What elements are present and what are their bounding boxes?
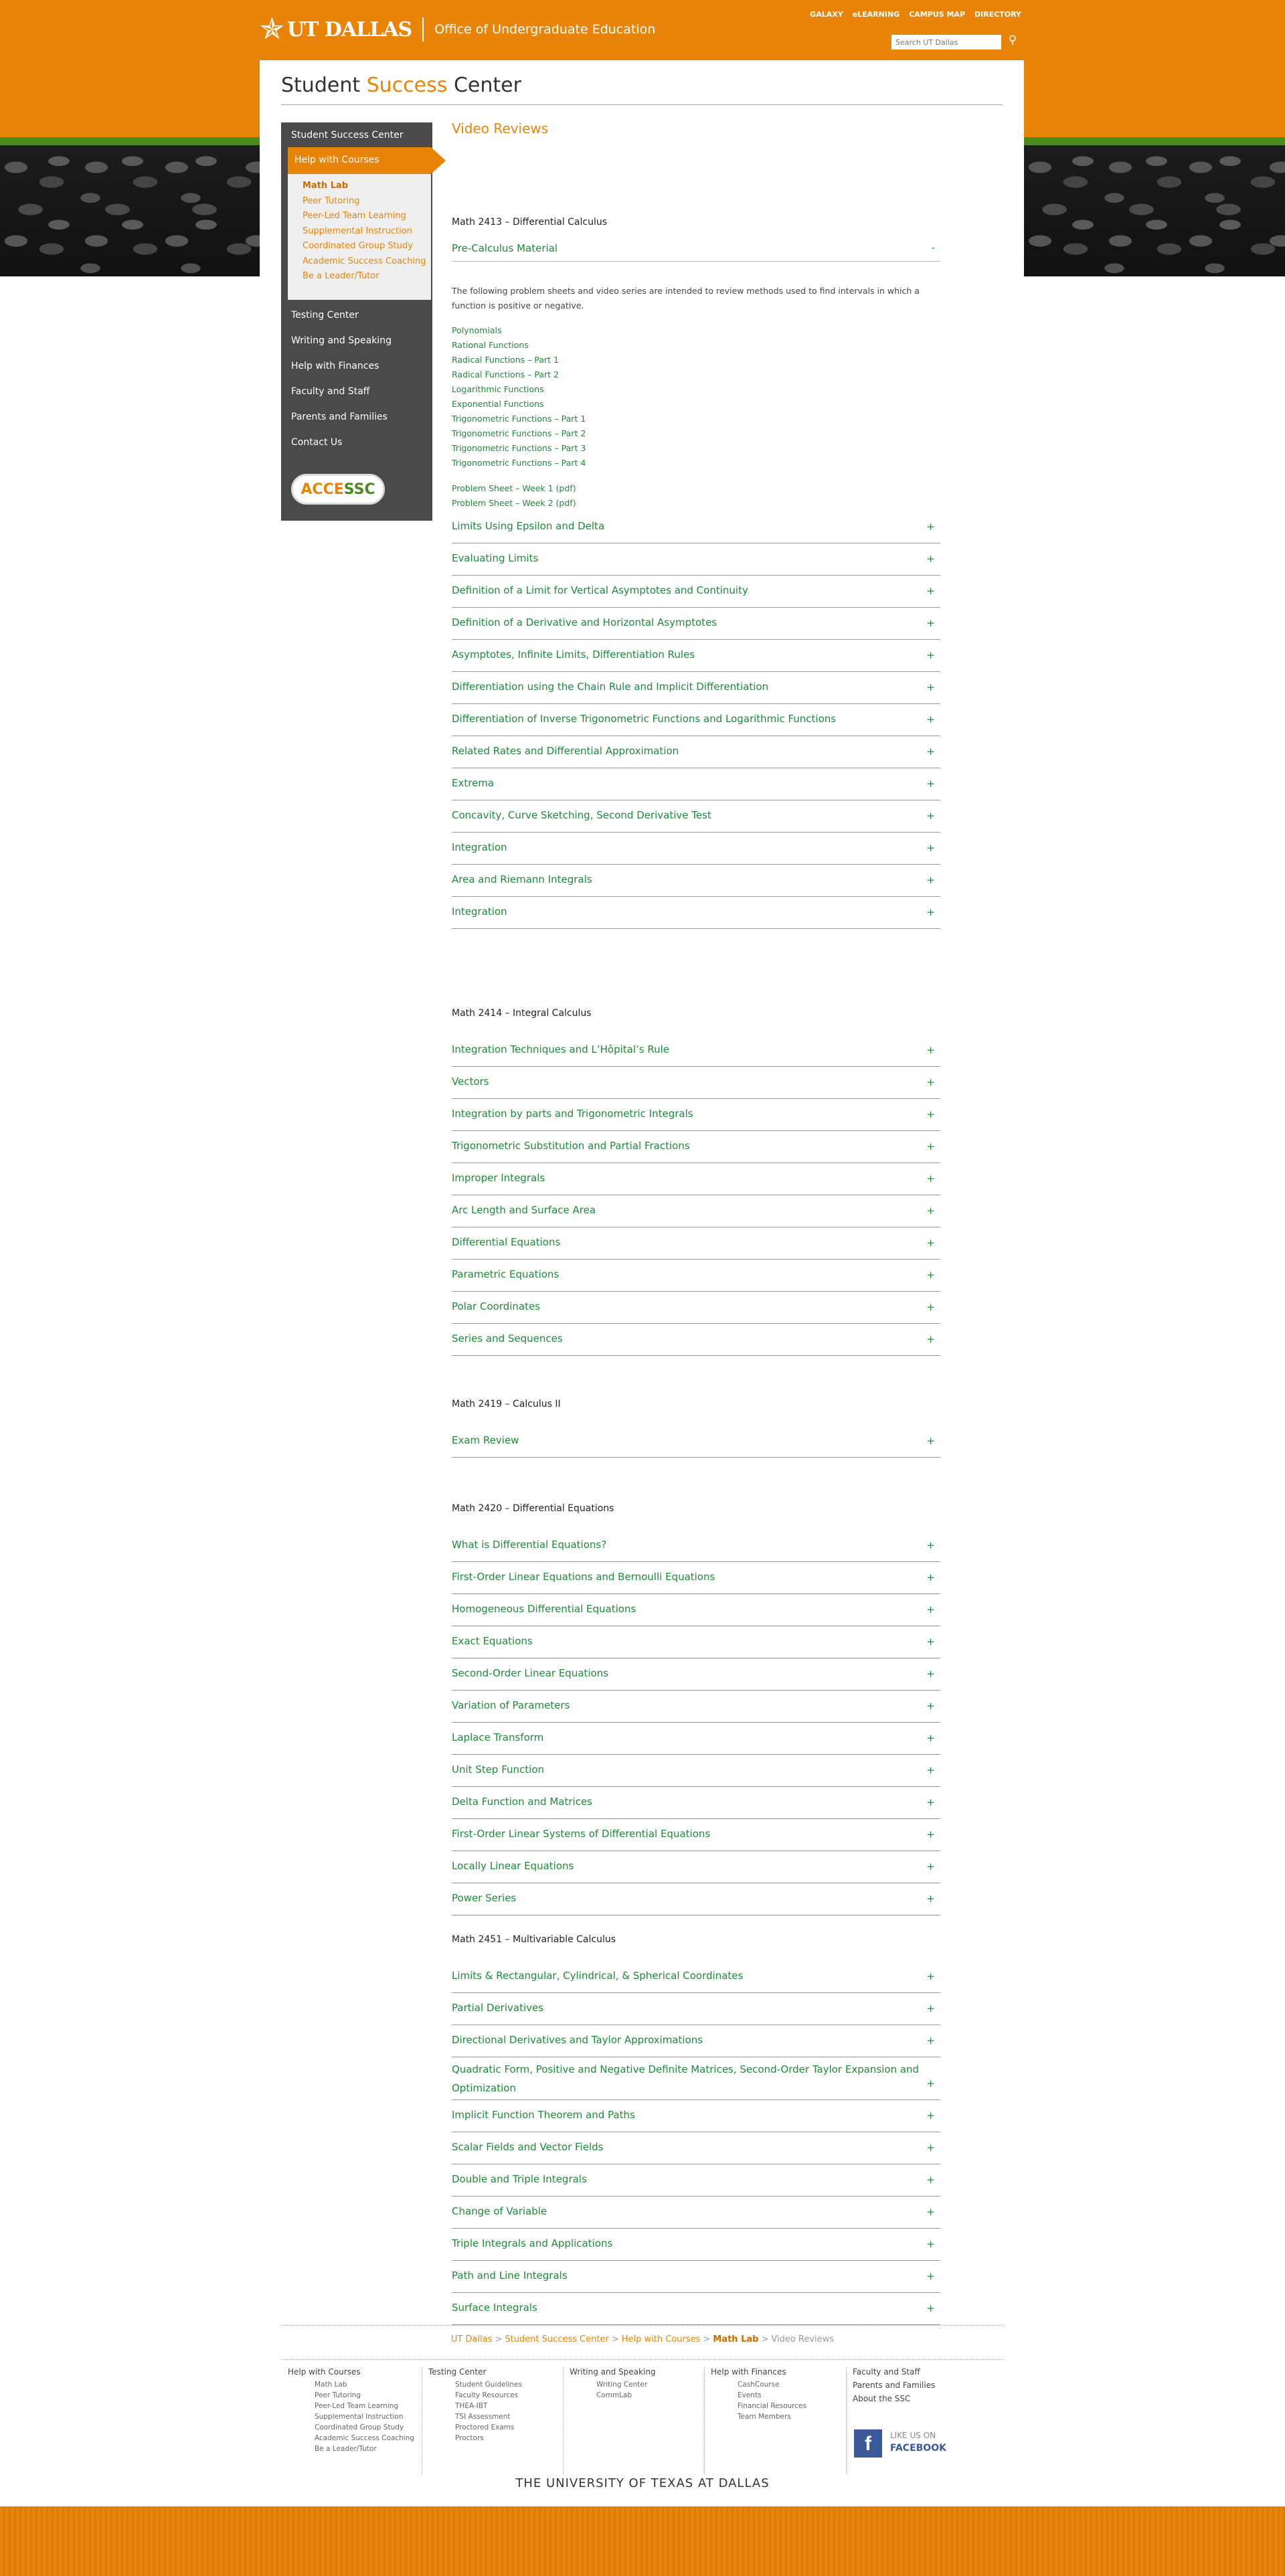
- accordion-row-series-and-sequences[interactable]: [452, 1324, 940, 1356]
- search-icon[interactable]: ⚲: [1008, 33, 1017, 47]
- expand-icon[interactable]: +: [926, 2035, 935, 2047]
- breadcrumb-separator: >: [495, 2334, 503, 2344]
- accordion-row-scalar-fields-and-vector-fields[interactable]: [452, 2132, 940, 2164]
- breadcrumb-help-with-courses[interactable]: Help with Courses: [621, 2334, 701, 2344]
- facebook-icon[interactable]: f: [854, 2429, 882, 2458]
- footer-heading-help-with-courses[interactable]: Help with Courses: [288, 2367, 361, 2377]
- accordion-label: Integration: [452, 906, 507, 918]
- expand-icon[interactable]: +: [926, 1539, 935, 1551]
- expand-icon[interactable]: +: [926, 1732, 935, 1744]
- accordion-row-improper-integrals[interactable]: [452, 1163, 940, 1195]
- expand-icon[interactable]: +: [926, 1237, 935, 1249]
- accordion-label: Limits Using Epsilon and Delta: [452, 520, 605, 532]
- expand-icon[interactable]: +: [926, 2270, 935, 2282]
- sidebar-items: [281, 303, 432, 456]
- accordion-row-integration-techniques-and-l-h-pital-s-rule[interactable]: [452, 1035, 940, 1067]
- top-link-elearning[interactable]: eLEARNING: [852, 10, 900, 19]
- footer-column-divider: [846, 2367, 847, 2474]
- breadcrumb-ut-dallas[interactable]: UT Dallas: [450, 2334, 493, 2344]
- accordion-row-double-and-triple-integrals[interactable]: [452, 2164, 940, 2197]
- video-link-logarithmic-functions[interactable]: Logarithmic Functions: [452, 384, 544, 394]
- accordion-label: Differential Equations: [452, 1236, 561, 1248]
- accordion-row-trigonometric-substitution-and-partial-fractions[interactable]: [452, 1131, 940, 1163]
- accordion-label: Evaluating Limits: [452, 552, 539, 564]
- footer-divider: [281, 2359, 1004, 2360]
- breadcrumb-separator: >: [761, 2334, 769, 2344]
- footer-link-proctored-exams[interactable]: Proctored Exams: [455, 2423, 515, 2431]
- video-link-trigonometric-functions-part-2[interactable]: Trigonometric Functions – Part 2: [452, 428, 586, 438]
- accordion-row-exam-review[interactable]: [452, 1426, 940, 1458]
- accordion-label: Change of Variable: [452, 2205, 547, 2217]
- video-link-trigonometric-functions-part-3[interactable]: Trigonometric Functions – Part 3: [452, 443, 586, 453]
- accordion-row-pre-calculus-material[interactable]: [452, 235, 940, 262]
- accordion-row-area-and-riemann-integrals[interactable]: [452, 865, 940, 897]
- expand-icon[interactable]: +: [926, 1604, 935, 1616]
- course-title-math-2419-calculus-ii: Math 2419 – Calculus II: [452, 1399, 561, 1409]
- expand-icon[interactable]: +: [926, 2002, 935, 2014]
- expand-icon[interactable]: +: [926, 906, 935, 918]
- accordion-row-differential-equations[interactable]: [452, 1227, 940, 1260]
- accordion-row-related-rates-and-differential-approximation[interactable]: [452, 736, 940, 768]
- accordion-row-partial-derivatives[interactable]: [452, 1993, 940, 2025]
- accordion-row-path-and-line-integrals[interactable]: [452, 2261, 940, 2293]
- footer-link-be-a-leader-tutor[interactable]: Be a Leader/Tutor: [315, 2445, 377, 2453]
- accordion-row-first-order-linear-systems-of-differential-equations[interactable]: [452, 1819, 940, 1851]
- expand-icon[interactable]: +: [926, 1861, 935, 1873]
- expand-icon[interactable]: +: [926, 746, 935, 758]
- footer-link-faculty-resources[interactable]: Faculty Resources: [455, 2391, 519, 2399]
- accordion-label: Delta Function and Matrices: [452, 1796, 592, 1808]
- footer-link-team-members[interactable]: Team Members: [738, 2413, 791, 2421]
- footer-link-academic-success-coaching[interactable]: Academic Success Coaching: [315, 2434, 415, 2442]
- accordion-label: Integration: [452, 841, 507, 853]
- accordion-label: Area and Riemann Integrals: [452, 873, 592, 885]
- facebook-like-label: LIKE US ON: [890, 2431, 936, 2440]
- accordion-row-definition-of-a-derivative-and-horizontal-asymptotes[interactable]: [452, 608, 940, 640]
- expand-icon[interactable]: +: [926, 810, 935, 822]
- breadcrumb-separator: >: [703, 2334, 711, 2344]
- top-link-campus-map[interactable]: CAMPUS MAP: [909, 10, 966, 19]
- sidebar-item-faculty-and-staff[interactable]: Faculty and Staff: [291, 386, 370, 397]
- footer-column-3: [570, 2367, 656, 2474]
- video-link-exponential-functions[interactable]: Exponential Functions: [452, 399, 544, 409]
- accordion-label: Definition of a Limit for Vertical Asymptotes and Continuity: [452, 584, 748, 596]
- accordion-label: Scalar Fields and Vector Fields: [452, 2141, 604, 2153]
- footer-link-student-guidelines[interactable]: Student Guidelines: [455, 2381, 522, 2389]
- accordion-row-parametric-equations[interactable]: [452, 1260, 940, 1292]
- accordion-label: Second-Order Linear Equations: [452, 1667, 609, 1679]
- accordion-row-extrema[interactable]: [452, 768, 940, 800]
- footer-column-divider: [563, 2367, 564, 2474]
- accordion-row-delta-function-and-matrices[interactable]: [452, 1787, 940, 1819]
- expand-icon[interactable]: +: [926, 1828, 935, 1840]
- accordion-label: Variation of Parameters: [452, 1699, 570, 1711]
- accordion-label: Unit Step Function: [452, 1764, 545, 1776]
- accordion-label: Directional Derivatives and Taylor Approximations: [452, 2034, 703, 2046]
- footer-heading-testing-center[interactable]: Testing Center: [428, 2367, 487, 2377]
- sidebar-subitem-peer-tutoring[interactable]: Peer Tutoring: [303, 195, 360, 206]
- expand-icon[interactable]: +: [926, 681, 935, 693]
- footer-column-5: [853, 2367, 935, 2474]
- accordion-label: Differentiation of Inverse Trigonometric Functions and Logarithmic Functions: [452, 713, 837, 725]
- footer-link-tsi-assessment[interactable]: TSI Assessment: [455, 2413, 511, 2421]
- accordion-row-unit-step-function[interactable]: [452, 1755, 940, 1787]
- office-name[interactable]: Office of Undergraduate Education: [434, 22, 656, 37]
- expand-icon[interactable]: +: [926, 1700, 935, 1712]
- accordion-label: Path and Line Integrals: [452, 2269, 568, 2282]
- accordion-label: Parametric Equations: [452, 1268, 560, 1280]
- accordion-label: Quadratic Form, Positive and Negative Definite Matrices, Second-Order Taylor Expansion and Optimization: [452, 2063, 920, 2094]
- expand-icon[interactable]: +: [926, 1301, 935, 1313]
- footer-heading-about-the-ssc[interactable]: About the SSC: [853, 2394, 911, 2403]
- accordion-row-integration-by-parts-and-trigonometric-integrals[interactable]: [452, 1099, 940, 1131]
- main-title: Video Reviews: [452, 120, 549, 137]
- footer-link-thea-ibt[interactable]: THEA-IBT: [455, 2402, 488, 2410]
- accordion-row-concavity-curve-sketching-second-derivative-test[interactable]: [452, 800, 940, 833]
- expand-icon[interactable]: +: [926, 1269, 935, 1281]
- breadcrumb-video-reviews: Video Reviews: [771, 2334, 835, 2344]
- sidebar-item-contact-us[interactable]: Contact Us: [291, 437, 343, 448]
- accordion-label: Surface Integrals: [452, 2302, 537, 2314]
- sidebar-subitem-supplemental-instruction[interactable]: Supplemental Instruction: [303, 226, 412, 236]
- top-link-galaxy[interactable]: GALAXY: [810, 10, 843, 19]
- accordion-row-directional-derivatives-and-taylor-approximations[interactable]: [452, 2025, 940, 2057]
- accordion-label: Definition of a Derivative and Horizontal Asymptotes: [452, 616, 717, 628]
- problem-sheet-link-2[interactable]: Problem Sheet – Week 2 (pdf): [452, 498, 576, 508]
- accordion-row-change-of-variable[interactable]: [452, 2197, 940, 2229]
- sidebar-item-parents-and-families[interactable]: Parents and Families: [291, 412, 388, 422]
- footer-link-events[interactable]: Events: [738, 2391, 762, 2399]
- footer-heading-parents-and-families[interactable]: Parents and Families: [853, 2381, 936, 2390]
- accordion-row-first-order-linear-equations-and-bernoulli-equations[interactable]: [452, 1562, 940, 1594]
- accordion-label: Extrema: [452, 777, 495, 789]
- accordion-label: First-Order Linear Systems of Differential Equations: [452, 1828, 711, 1840]
- expand-icon[interactable]: +: [926, 1435, 935, 1447]
- expand-icon[interactable]: +: [926, 2302, 935, 2314]
- expand-icon[interactable]: +: [926, 2110, 935, 2122]
- expand-icon[interactable]: +: [926, 1970, 935, 1982]
- expand-icon[interactable]: +: [926, 1764, 935, 1776]
- footer-link-peer-led-team-learning[interactable]: Peer-Led Team Learning: [315, 2402, 399, 2410]
- video-link-polynomials[interactable]: Polynomials: [452, 325, 502, 335]
- accordion-row-laplace-transform[interactable]: [452, 1723, 940, 1755]
- expand-icon[interactable]: +: [926, 2174, 935, 2186]
- breadcrumb-math-lab[interactable]: Math Lab: [713, 2334, 759, 2344]
- footer-heading-help-with-finances[interactable]: Help with Finances: [711, 2367, 786, 2377]
- accordion-label: Exam Review: [452, 1434, 519, 1446]
- accordion-row-exact-equations[interactable]: [452, 1626, 940, 1658]
- footer-link-cashcourse[interactable]: CashCourse: [738, 2381, 780, 2389]
- utd-logo[interactable]: [260, 9, 655, 50]
- course-title-math-2420-differential-equations: Math 2420 – Differential Equations: [452, 1503, 614, 1514]
- course-title-math-2414-integral-calculus: Math 2414 – Integral Calculus: [452, 1008, 592, 1019]
- sidebar-item-testing-center[interactable]: Testing Center: [291, 310, 359, 321]
- top-link-directory[interactable]: DIRECTORY: [974, 10, 1021, 19]
- page-title: Student Success Center: [281, 74, 521, 97]
- accordion-label: Trigonometric Substitution and Partial Fractions: [452, 1140, 690, 1152]
- expand-icon[interactable]: +: [926, 2206, 935, 2218]
- expand-icon[interactable]: +: [926, 713, 935, 725]
- sidebar-item-help-with-finances[interactable]: Help with Finances: [291, 361, 379, 371]
- expand-icon[interactable]: +: [926, 585, 935, 597]
- footer-link-commlab[interactable]: CommLab: [596, 2391, 632, 2399]
- top-links: [810, 10, 1021, 19]
- title-divider: [281, 104, 1003, 105]
- accordion-label: First-Order Linear Equations and Bernoulli Equations: [452, 1571, 715, 1583]
- graduation-photo-right: [1024, 145, 1285, 276]
- accordion-row-definition-of-a-limit-for-vertical-asymptotes-and-continuity[interactable]: [452, 576, 940, 608]
- expand-icon[interactable]: +: [926, 1571, 935, 1583]
- accordion-label: Arc Length and Surface Area: [452, 1204, 596, 1216]
- accordion-label: Locally Linear Equations: [452, 1860, 574, 1872]
- footer-link-writing-center[interactable]: Writing Center: [596, 2381, 648, 2389]
- accordion-label: Implicit Function Theorem and Paths: [452, 2109, 635, 2121]
- footer-link-coordinated-group-study[interactable]: Coordinated Group Study: [315, 2423, 404, 2431]
- accordion-row-evaluating-limits[interactable]: [452, 543, 940, 576]
- breadcrumb-student-success-center[interactable]: Student Success Center: [505, 2334, 609, 2344]
- collapse-icon[interactable]: -: [931, 242, 935, 254]
- accordion-label: What is Differential Equations?: [452, 1539, 607, 1551]
- facebook-link[interactable]: FACEBOOK: [890, 2443, 946, 2454]
- expand-icon[interactable]: +: [926, 649, 935, 661]
- accordion-label: Concavity, Curve Sketching, Second Derivative Test: [452, 809, 711, 821]
- expand-icon[interactable]: +: [926, 2238, 935, 2250]
- sidebar-subitem-be-a-leader-tutor[interactable]: Be a Leader/Tutor: [303, 271, 379, 281]
- accordion-row-polar-coordinates[interactable]: [452, 1292, 940, 1324]
- logo-text: UT DALLAS: [286, 17, 412, 41]
- graduation-photo-left: [0, 145, 260, 276]
- footer-heading-faculty-and-staff[interactable]: Faculty and Staff: [853, 2367, 920, 2377]
- course-title-math-2413-differential-calculus: Math 2413 – Differential Calculus: [452, 217, 608, 228]
- sidebar-subnav: [288, 174, 431, 300]
- video-link-rational-functions[interactable]: Rational Functions: [452, 340, 529, 350]
- footer-link-math-lab[interactable]: Math Lab: [315, 2381, 347, 2389]
- accordion-label: Differentiation using the Chain Rule and Implicit Differentiation: [452, 681, 769, 693]
- expand-icon[interactable]: +: [926, 1333, 935, 1345]
- accordion-row-arc-length-and-surface-area[interactable]: [452, 1195, 940, 1227]
- expand-icon[interactable]: +: [926, 1636, 935, 1648]
- expand-icon[interactable]: +: [926, 1044, 935, 1056]
- footer-heading-writing-and-speaking[interactable]: Writing and Speaking: [570, 2367, 656, 2377]
- expand-icon[interactable]: +: [926, 553, 935, 565]
- expand-icon[interactable]: +: [926, 2142, 935, 2154]
- accordion-row-surface-integrals[interactable]: [452, 2293, 940, 2325]
- breadcrumb-separator: >: [611, 2334, 619, 2344]
- expand-icon[interactable]: +: [926, 1796, 935, 1808]
- sidebar-item-writing-and-speaking[interactable]: Writing and Speaking: [291, 335, 392, 346]
- star-icon: ✯: [260, 12, 284, 46]
- accordion-label: Partial Derivatives: [452, 2002, 544, 2014]
- accordion-row-second-order-linear-equations[interactable]: [452, 1658, 940, 1691]
- problem-sheet-link-1[interactable]: Problem Sheet – Week 1 (pdf): [452, 483, 576, 493]
- access-ssc-logo[interactable]: ACCE SSC: [291, 474, 385, 505]
- accordion-row-what-is-differential-equations[interactable]: [452, 1530, 940, 1562]
- footer-column-2: [428, 2367, 522, 2474]
- video-link-trigonometric-functions-part-4[interactable]: Trigonometric Functions – Part 4: [452, 458, 586, 468]
- accordion-label: Triple Integrals and Applications: [452, 2237, 613, 2249]
- accordion-label: Limits & Rectangular, Cylindrical, & Spherical Coordinates: [452, 1970, 744, 1982]
- section-description: The following problem sheets and video series are intended to review methods used to find intervals in which a function is positive or negative.: [452, 286, 920, 311]
- sidebar-subitem-peer-led-team-learning[interactable]: Peer-Led Team Learning: [303, 211, 406, 221]
- accordion-label: Power Series: [452, 1892, 517, 1904]
- footer-link-proctors[interactable]: Proctors: [455, 2434, 484, 2442]
- footer-column-divider: [704, 2367, 705, 2474]
- expand-icon[interactable]: +: [926, 1205, 935, 1217]
- accordion-label: Vectors: [452, 1076, 489, 1088]
- expand-icon[interactable]: +: [926, 1173, 935, 1185]
- accordion-row-implicit-function-theorem-and-paths[interactable]: [452, 2100, 940, 2132]
- accordion-row-locally-linear-equations[interactable]: [452, 1851, 940, 1883]
- accordion-label: Laplace Transform: [452, 1731, 544, 1743]
- expand-icon[interactable]: +: [926, 842, 935, 854]
- accordion-label: Related Rates and Differential Approximation: [452, 745, 679, 757]
- breadcrumb: [0, 2334, 1285, 2344]
- accordion-label: Improper Integrals: [452, 1172, 545, 1184]
- accordion-row-variation-of-parameters[interactable]: [452, 1691, 940, 1723]
- accordion-label: Integration Techniques and L’Hôpital’s Rule: [452, 1043, 670, 1055]
- accordion-label: Exact Equations: [452, 1635, 533, 1647]
- logo-divider: [422, 17, 424, 41]
- expand-icon[interactable]: +: [926, 1668, 935, 1680]
- video-link-trigonometric-functions-part-1[interactable]: Trigonometric Functions – Part 1: [452, 414, 586, 424]
- search-input[interactable]: [891, 35, 1001, 50]
- expand-icon[interactable]: +: [926, 521, 935, 533]
- accordion-row-integration[interactable]: [452, 833, 940, 865]
- sidebar-subitem-academic-success-coaching[interactable]: Academic Success Coaching: [303, 256, 426, 266]
- footer-column-1: [288, 2367, 414, 2474]
- accordion-label: Pre-Calculus Material: [452, 242, 558, 254]
- page-container: [260, 60, 1024, 2416]
- accordion-row-differentiation-of-inverse-trigonometric-functions-and-logarithmic-functions[interactable]: [452, 704, 940, 736]
- accordion-row-limits-using-epsilon-and-delta[interactable]: [452, 511, 940, 543]
- accordion-row-triple-integrals-and-applications[interactable]: [452, 2229, 940, 2261]
- accordion-label: Homogeneous Differential Equations: [452, 1603, 636, 1615]
- accordion-label: Series and Sequences: [452, 1333, 563, 1345]
- sidebar-nav: [281, 122, 432, 521]
- expand-icon[interactable]: +: [926, 617, 935, 629]
- accordion-row-power-series[interactable]: [452, 1883, 940, 1915]
- expand-icon[interactable]: +: [926, 2077, 935, 2089]
- accordion-row-integration[interactable]: [452, 897, 940, 929]
- sidebar-item-student-success-center[interactable]: Student Success Center: [291, 130, 404, 141]
- footer-link-supplemental-instruction[interactable]: Supplemental Instruction: [315, 2413, 404, 2421]
- footer-orange-bar: [0, 2506, 1285, 2576]
- footer-link-peer-tutoring[interactable]: Peer Tutoring: [315, 2391, 361, 2399]
- accordion-row-quadratic-form-positive-and-negative-definite-matrices-second-order-taylor-expansion-and-optimization[interactable]: [452, 2057, 940, 2100]
- expand-icon[interactable]: +: [926, 1140, 935, 1152]
- footer-divider-top: [281, 2325, 1004, 2326]
- expand-icon[interactable]: +: [926, 1893, 935, 1905]
- accordion-label: Double and Triple Integrals: [452, 2173, 587, 2185]
- footer-column-4: [711, 2367, 806, 2474]
- accordion-row-vectors[interactable]: [452, 1067, 940, 1099]
- video-link-radical-functions-part-2[interactable]: Radical Functions – Part 2: [452, 369, 559, 379]
- accordion-label: Integration by parts and Trigonometric Integrals: [452, 1108, 693, 1120]
- accordion-label: Polar Coordinates: [452, 1300, 541, 1312]
- expand-icon[interactable]: +: [926, 778, 935, 790]
- accordion-label: Asymptotes, Infinite Limits, Differentiation Rules: [452, 649, 695, 661]
- sidebar-subitem-coordinated-group-study[interactable]: Coordinated Group Study: [303, 241, 413, 251]
- expand-icon[interactable]: +: [926, 1076, 935, 1088]
- video-link-radical-functions-part-1[interactable]: Radical Functions – Part 1: [452, 355, 559, 365]
- accordion-row-asymptotes-infinite-limits-differentiation-rules[interactable]: [452, 640, 940, 672]
- university-wordmark: THE UNIVERSITY OF TEXAS AT DALLAS: [515, 2476, 770, 2490]
- accordion-row-limits-rectangular-cylindrical-spherical-coordinates[interactable]: [452, 1961, 940, 1993]
- accordion-row-differentiation-using-the-chain-rule-and-implicit-differentiation[interactable]: [452, 672, 940, 704]
- expand-icon[interactable]: +: [926, 874, 935, 886]
- sidebar-subitem-math-lab[interactable]: Math Lab: [303, 181, 349, 191]
- sidebar-item-help-with-courses[interactable]: Help with Courses: [288, 147, 431, 174]
- course-title-math-2451-multivariable-calculus: Math 2451 – Multivariable Calculus: [452, 1934, 616, 1945]
- accordion-row-homogeneous-differential-equations[interactable]: [452, 1594, 940, 1626]
- footer-link-financial-resources[interactable]: Financial Resources: [738, 2402, 806, 2410]
- expand-icon[interactable]: +: [926, 1108, 935, 1120]
